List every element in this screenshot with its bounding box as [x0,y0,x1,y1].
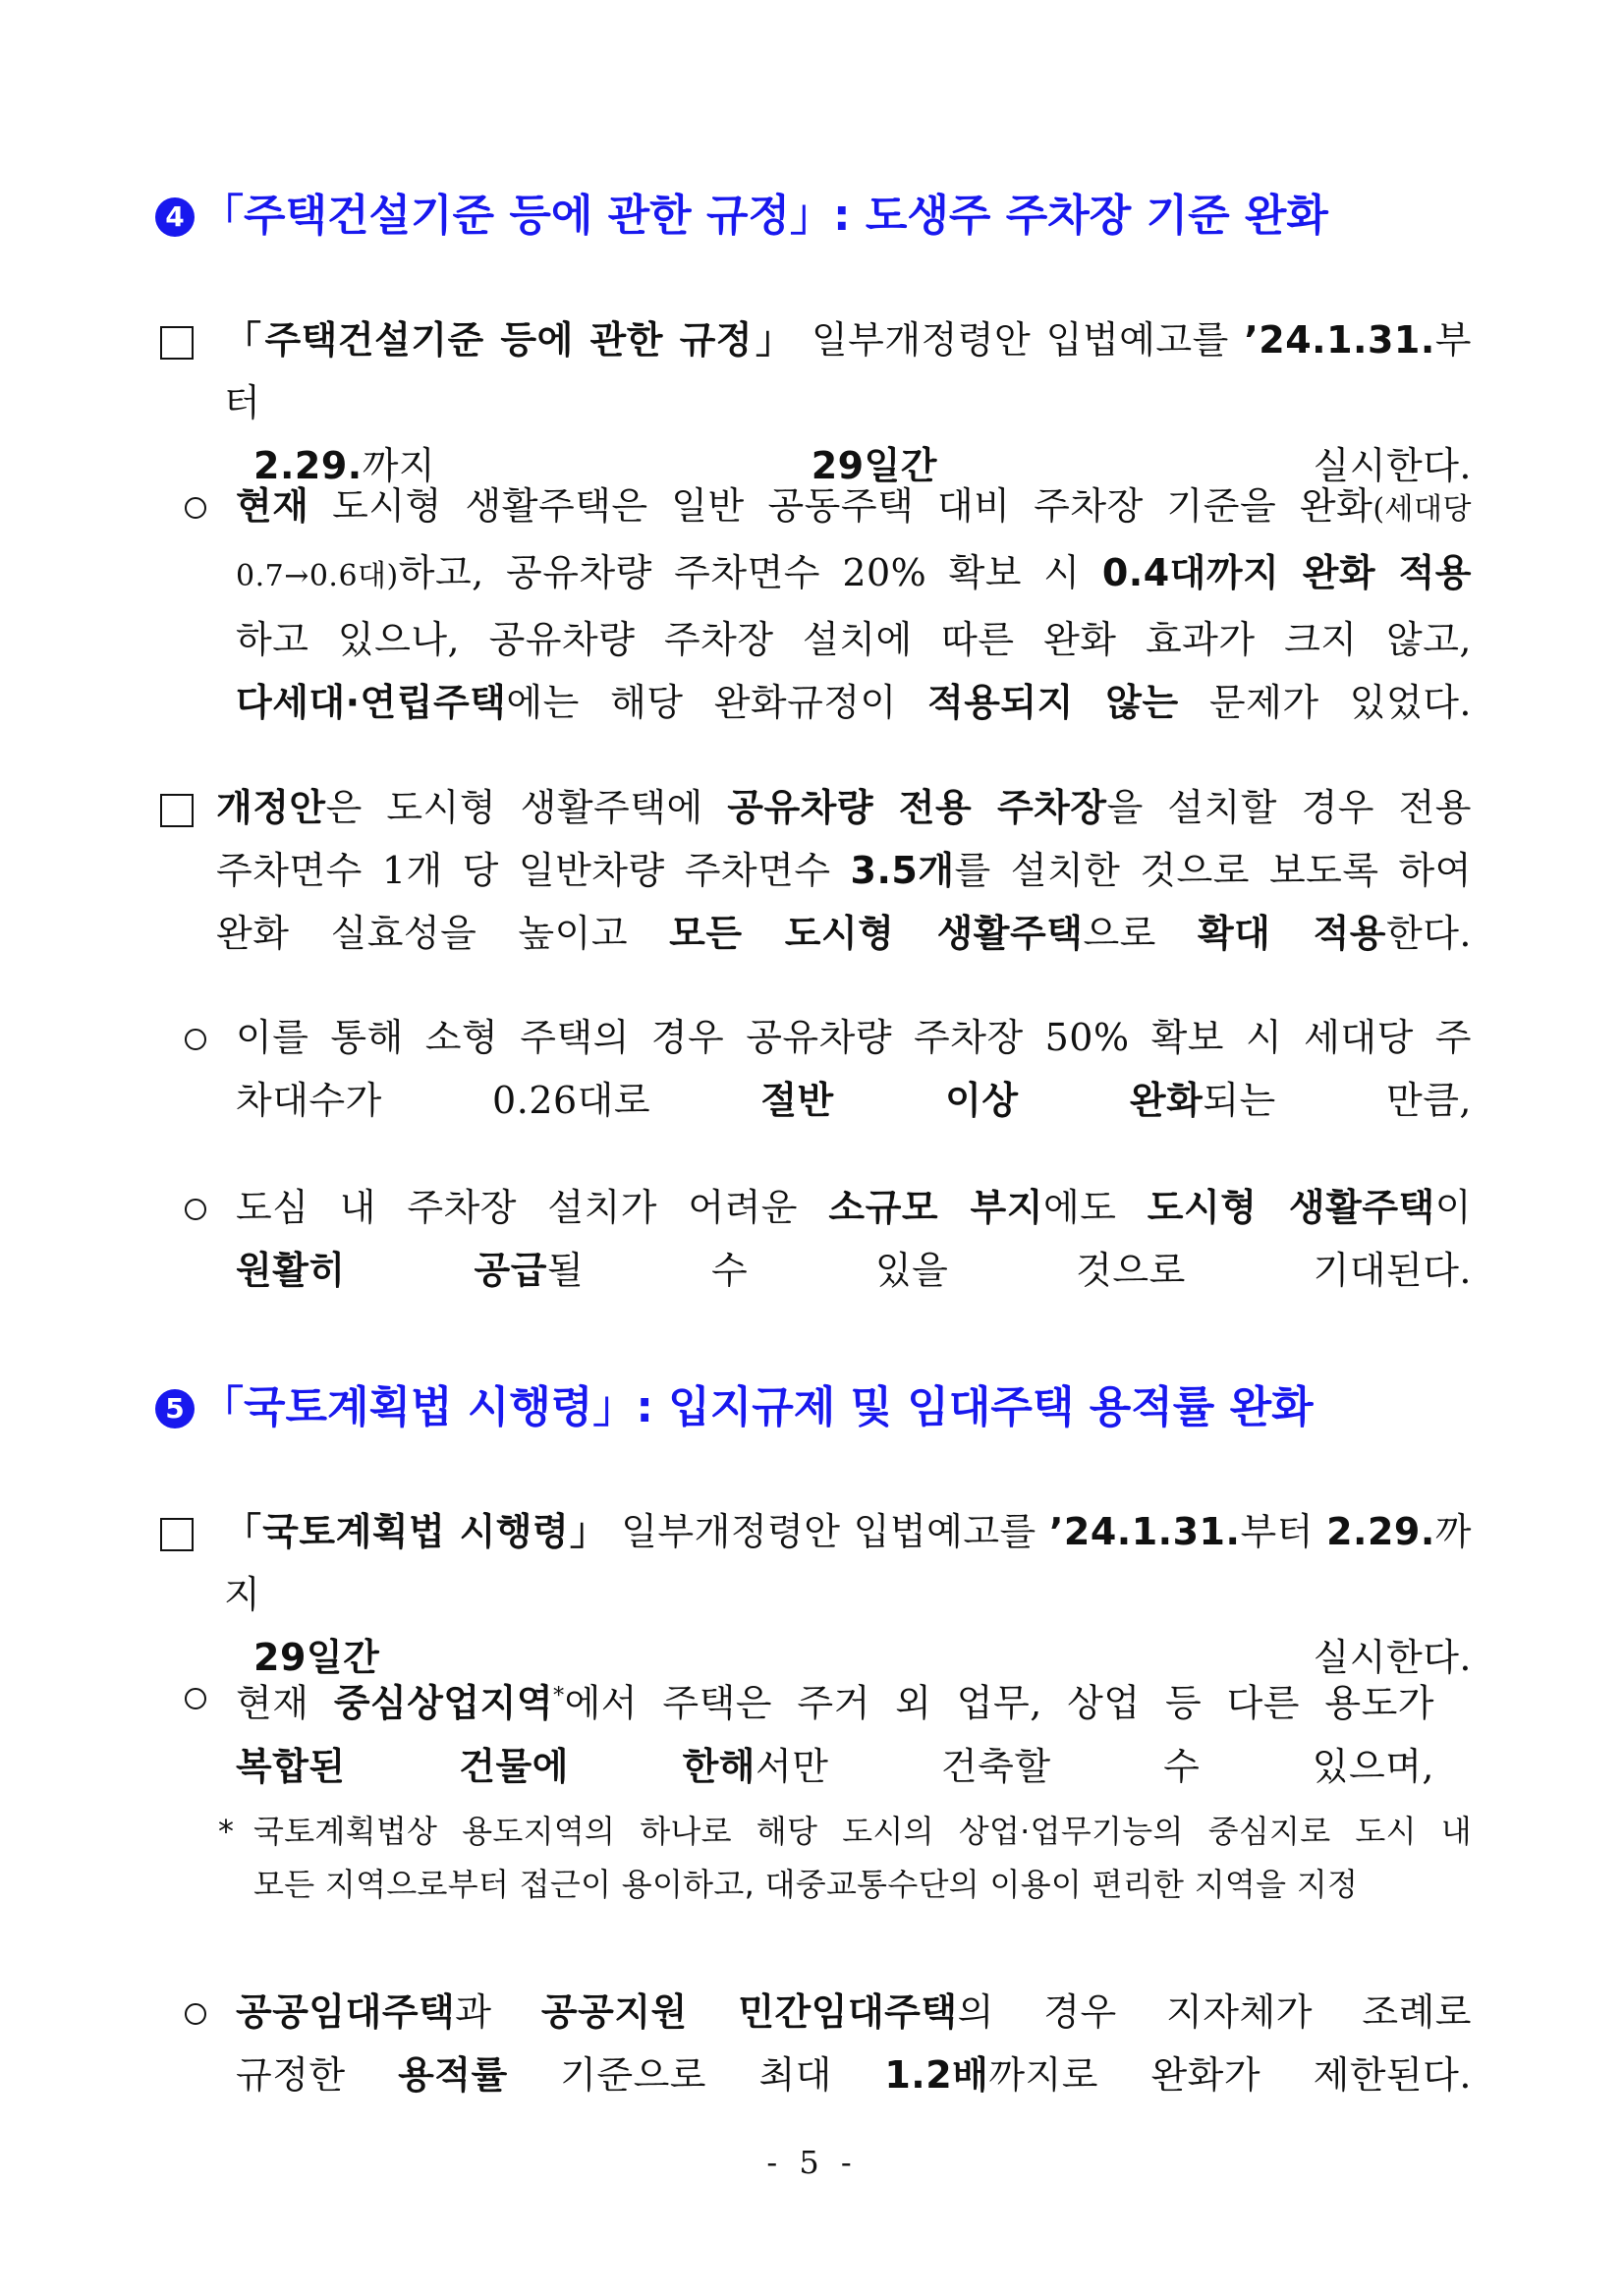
s4-paragraph-4: 이를 통해 소형 주택의 경우 공유차량 주차장 50% 확보 시 세대당 주 차대수가 0.26대로 절반 이상 완화되는 만큼, [236,1016,1472,1122]
s4-paragraph-3: 개정안은 도시형 생활주택에 공유차량 전용 주차장을 설치할 경우 전용 주차면수 1개 당 일반차량 주차면수 3.5개를 설치한 것으로 보도록 하여 완화 실효성을 높이고 모든 도시형 생활주택으로 확대 적용한다. [216,786,1472,955]
circle-bullet-icon [185,1199,206,1220]
page-number: - 5 - [766,2144,858,2181]
section-4-number: 4 [155,197,195,237]
s4-paragraph-2: 현재 도시형 생활주택은 일반 공동주택 대비 주차장 기준을 완화(세대당 0.7→0.6대)하고, 공유차량 주차면수 20% 확보 시 0.4대까지 완화 적용 하고 있으나, 공유차량 주차장 설치에 따른 완화 효과가 크지 않고, 다세대·연립주택에는 해당 완화규정이 적용되지 않는 문제가 있었다. [236,484,1472,724]
footnote-marker: * [218,1813,235,1850]
s5-paragraph-2: 현재 중심상업지역*에서 주택은 주거 외 업무, 상업 등 다른 용도가 복합된 건물에 한해서만 건축할 수 있으며, [236,1681,1434,1788]
square-bullet-icon [160,1518,194,1551]
circle-bullet-icon [185,1688,206,1709]
circle-bullet-icon [185,1029,206,1050]
circle-bullet-icon [185,2003,206,2025]
s5-paragraph-1: 「국토계획법 시행령」 일부개정령안 입법예고를 ’24.1.31.부터 2.29.까지 29일간 실시한다. [224,1510,1473,1679]
section-5-title: 「국토계획법 시행령」: 입지규제 및 임대주택 용적률 완화 [200,1382,1314,1432]
section-4-title: 「주택건설기준 등에 관한 규정」: 도생주 주차장 기준 완화 [200,191,1328,241]
section-5-heading [155,1378,1314,1437]
s5-footnote: 국토계획법상 용도지역의 하나로 해당 도시의 상업·업무기능의 중심지로 도시 내 모든 지역으로부터 접근이 용이하고, 대중교통수단의 이용이 편리한 지역을 지정 [253,1813,1472,1903]
square-bullet-icon [160,326,194,360]
section-4-heading [155,187,1328,246]
s4-p1-reg-name: 「주택건설기준 등에 관한 규정」 [224,318,797,362]
s4-paragraph-1: 「주택건설기준 등에 관한 규정」 일부개정령안 입법예고를 ’24.1.31.부터 2.29.까지 29일간 실시한다. [224,318,1473,487]
s5-paragraph-3: 공공임대주택과 공공지원 민간임대주택의 경우 지자체가 조례로 규정한 용적률 기준으로 최대 1.2배까지로 완화가 제한된다. [236,1990,1472,2097]
s4-paragraph-5: 도심 내 주차장 설치가 어려운 소규모 부지에도 도시형 생활주택이 원활히 공급될 수 있을 것으로 기대된다. [236,1186,1472,1292]
circle-bullet-icon [185,497,206,519]
section-5-number: 5 [155,1389,195,1428]
square-bullet-icon [160,794,194,827]
